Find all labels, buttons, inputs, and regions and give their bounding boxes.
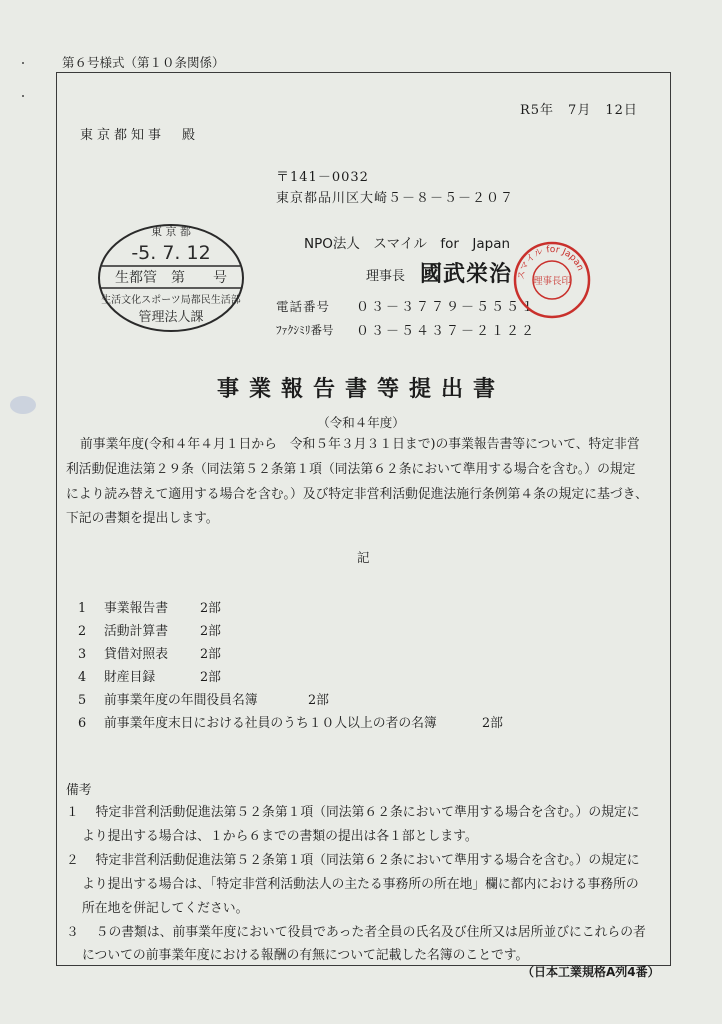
stamp-date: -5. 7. 12 bbox=[131, 242, 211, 264]
red-seal bbox=[512, 240, 592, 320]
note-line: についての前事業年度における報酬の有無について記載した名簿のことです。 bbox=[82, 948, 529, 963]
item-number: 6 bbox=[78, 716, 87, 731]
body-line: により読み替えて適用する場合を含む。）及び特定非営利活動促進法施行条例第４条の規定に基づき、 bbox=[66, 487, 648, 502]
item-count: 2部 bbox=[200, 670, 221, 685]
phone-number: ０３－３７７９－５５５１ bbox=[356, 300, 537, 315]
item-number: 1 bbox=[78, 601, 87, 616]
submission-date: R5年 7月 12日 bbox=[520, 103, 638, 118]
body-line: 前事業年度(令和４年４月１日から 令和５年３月３１日まで)の事業報告書等について、特定非営 bbox=[80, 437, 640, 452]
representative-title: 理事長 bbox=[366, 269, 406, 284]
representative-name: 國武栄治 bbox=[420, 261, 513, 287]
body-line: 利活動促進法第２９条（同法第５２条第１項（同法第６２条において準用する場合を含む。）の規定 bbox=[66, 462, 636, 477]
list-item bbox=[78, 643, 221, 662]
fax-label: ﾌｧｸｼﾐﾘ番号 bbox=[276, 323, 334, 337]
notes-heading: 備考 bbox=[66, 783, 92, 798]
fax-number: ０３－５４３７－２１２２ bbox=[356, 324, 537, 339]
receipt-stamp bbox=[96, 222, 246, 334]
note-line: より提出する場合は、「特定非営利活動法人の主たる事務所の所在地」欄に都内における事務所の bbox=[82, 877, 639, 892]
postal-code: 〒141－0032 bbox=[276, 170, 369, 185]
stamp-line-3: 生都管 第 号 bbox=[115, 270, 227, 286]
phone-label: 電話番号 bbox=[276, 299, 331, 314]
note-line: ２ 特定非営利活動促進法第５２条第１項（同法第６２条において準用する場合を含む。）の規定に bbox=[66, 853, 640, 868]
stamp-line-1: 東 京 都 bbox=[151, 225, 191, 238]
seal-ring-text: スマイル for Japan bbox=[516, 244, 586, 281]
ki-heading: 記 bbox=[357, 550, 370, 565]
item-name: 財産目録 bbox=[104, 670, 156, 685]
item-number: 2 bbox=[78, 624, 87, 639]
speck bbox=[22, 95, 24, 97]
note-line: ３ ５の書類は、前事業年度において役員であった者全員の氏名及び住所又は居所並びにこれらの者 bbox=[66, 925, 646, 940]
list-item bbox=[78, 689, 329, 708]
item-count: 2部 bbox=[200, 647, 221, 662]
item-name: 貸借対照表 bbox=[104, 647, 168, 662]
speck bbox=[22, 62, 24, 64]
item-number: 3 bbox=[78, 647, 87, 662]
note-line: より提出する場合は、１から６までの書類の提出は各１部とします。 bbox=[82, 829, 478, 844]
organization-name: NPO法人 スマイル for Japan bbox=[304, 236, 511, 252]
form-number: 第６号様式（第１０条関係） bbox=[62, 55, 225, 70]
item-number: 5 bbox=[78, 693, 87, 708]
paper-size-note: （日本工業規格A列4番） bbox=[522, 965, 660, 979]
seal-center-text: 理事長印 bbox=[532, 276, 572, 287]
item-name: 事業報告書 bbox=[104, 601, 168, 616]
list-item bbox=[78, 666, 221, 685]
applicant-address: 東京都品川区大崎５－８－５－２０７ bbox=[276, 191, 515, 206]
body-line: 下記の書類を提出します。 bbox=[66, 511, 219, 526]
item-count: 2部 bbox=[482, 716, 503, 731]
addressee: 東京都知事 殿 bbox=[80, 128, 200, 143]
item-number: 4 bbox=[78, 670, 87, 685]
item-name: 活動計算書 bbox=[104, 624, 168, 639]
fiscal-year: （令和４年度） bbox=[317, 415, 405, 430]
item-count: 2部 bbox=[308, 693, 329, 708]
stamp-line-5: 管理法人課 bbox=[138, 310, 204, 325]
item-count: 2部 bbox=[200, 601, 221, 616]
note-line: １ 特定非営利活動促進法第５２条第１項（同法第６２条において準用する場合を含む。）の規定に bbox=[66, 805, 640, 820]
item-name: 前事業年度末日における社員のうち１０人以上の者の名簿 bbox=[104, 716, 437, 731]
stamp-line-4: 生活文化スポーツ局都民生活部 bbox=[101, 295, 241, 306]
list-item bbox=[78, 620, 221, 639]
item-count: 2部 bbox=[200, 624, 221, 639]
list-item bbox=[78, 597, 221, 616]
note-line: 所在地を併記してください。 bbox=[82, 901, 249, 916]
list-item bbox=[78, 712, 503, 731]
document-title: 事業報告書等提出書 bbox=[216, 376, 505, 402]
item-name: 前事業年度の年間役員名簿 bbox=[104, 693, 258, 708]
